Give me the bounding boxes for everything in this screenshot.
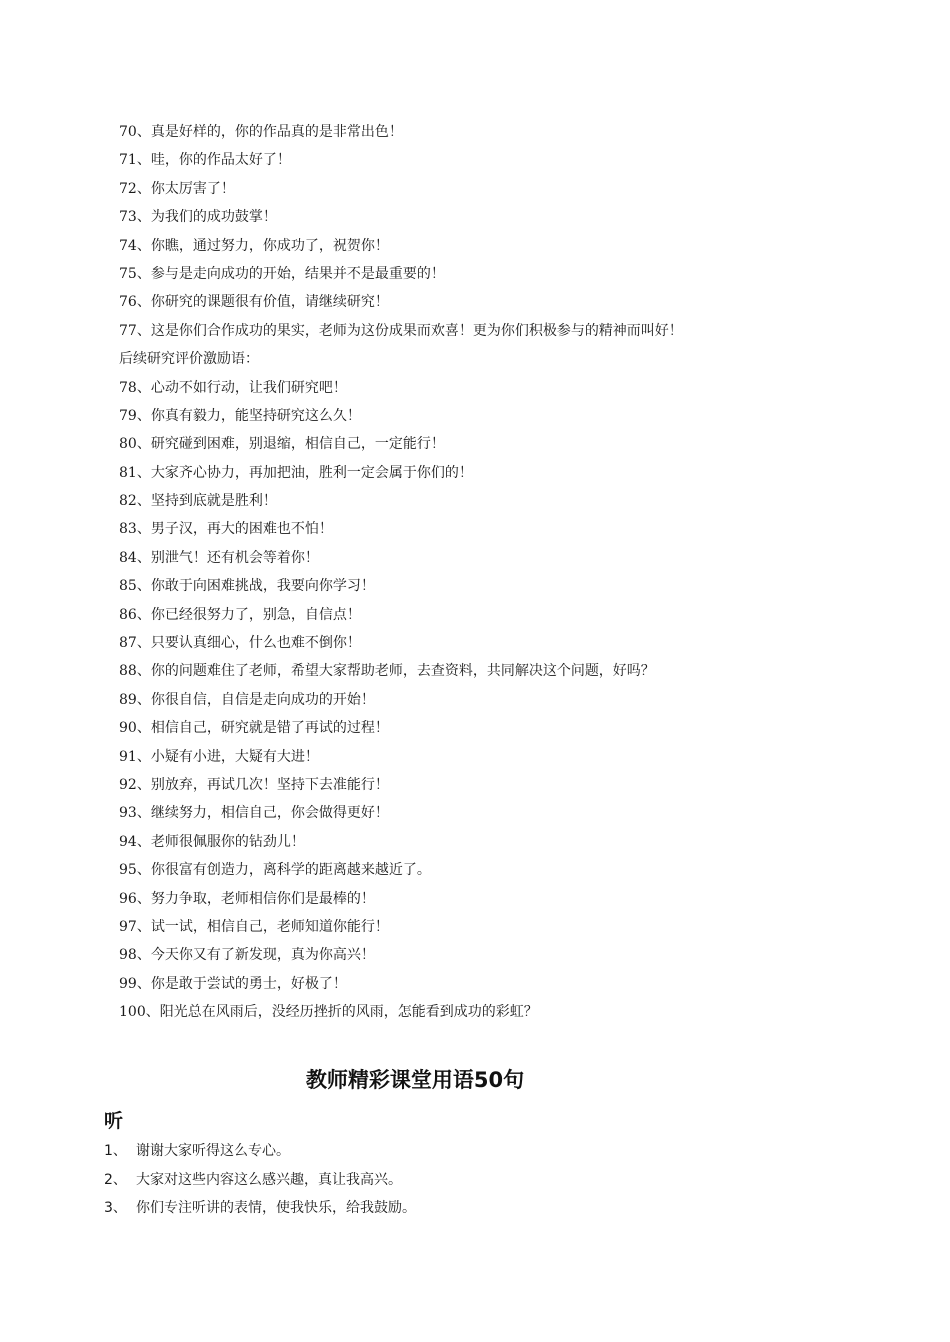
list-line: 90、相信自己，研究就是错了再试的过程！ xyxy=(119,720,389,737)
list-line: 93、继续努力，相信自己，你会做得更好！ xyxy=(119,805,389,822)
item-text: 大家对这些内容这么感兴趣，真让我高兴。 xyxy=(136,1171,402,1188)
encouragement-list xyxy=(119,118,899,1027)
list-line: 96、努力争取，老师相信你们是最棒的！ xyxy=(119,890,375,907)
list-line: 100、阳光总在风雨后，没经历挫折的风雨，怎能看到成功的彩虹？ xyxy=(119,1004,538,1021)
list-line: 87、只要认真细心，什么也难不倒你！ xyxy=(119,635,361,652)
listen-phrase-list xyxy=(104,1137,884,1223)
item-number: 1、 xyxy=(104,1143,127,1159)
list-item xyxy=(104,1166,884,1195)
list-item xyxy=(104,1194,884,1223)
item-text: 谢谢大家听得这么专心。 xyxy=(136,1143,290,1159)
list-item xyxy=(104,1137,884,1166)
list-line: 84、别泄气！还有机会等着你！ xyxy=(119,549,319,566)
list-line: 94、老师很佩服你的钻劲儿！ xyxy=(119,833,305,850)
list-line: 75、参与是走向成功的开始，结果并不是最重要的！ xyxy=(119,265,445,282)
list-line: 82、坚持到底就是胜利！ xyxy=(119,493,277,510)
list-line: 79、你真有毅力，能坚持研究这么久！ xyxy=(119,407,361,424)
list-line: 86、你已经很努力了，别急，自信点！ xyxy=(119,606,361,623)
list-line: 74、你瞧，通过努力，你成功了，祝贺你！ xyxy=(119,237,389,254)
list-line: 85、你敢于向困难挑战，我要向你学习！ xyxy=(119,578,375,595)
list-line: 91、小疑有小进，大疑有大进！ xyxy=(119,748,319,765)
item-number: 2、 xyxy=(104,1171,127,1188)
list-line: 83、男子汉，再大的困难也不怕！ xyxy=(119,521,333,538)
list-line: 77、这是你们合作成功的果实，老师为这份成果而欢喜！更为你们积极参与的精神而叫好！ xyxy=(119,322,683,339)
list-line: 76、你研究的课题很有价值，请继续研究！ xyxy=(119,294,389,311)
list-line: 73、为我们的成功鼓掌！ xyxy=(119,209,277,226)
list-line: 99、你是敢于尝试的勇士，好极了！ xyxy=(119,975,347,992)
list-line: 72、你太厉害了！ xyxy=(119,180,235,197)
list-line: 89、你很自信，自信是走向成功的开始！ xyxy=(119,691,375,708)
list-line: 80、研究碰到困难，别退缩，相信自己，一定能行！ xyxy=(119,436,445,453)
document-title: 教师精彩课堂用语50句 xyxy=(305,1068,525,1092)
item-number: 3、 xyxy=(104,1200,127,1216)
list-line: 78、心动不如行动，让我们研究吧！ xyxy=(119,379,347,396)
item-text: 你们专注听讲的表情，使我快乐，给我鼓励。 xyxy=(136,1200,416,1216)
subheading-line: 后续研究评价激励语： xyxy=(119,351,259,368)
list-line: 92、别放弃，再试几次！坚持下去准能行！ xyxy=(119,776,389,793)
list-line: 70、真是好样的，你的作品真的是非常出色！ xyxy=(119,124,403,140)
list-line: 88、你的问题难住了老师，希望大家帮助老师，去查资料，共同解决这个问题，好吗？ xyxy=(119,663,655,680)
section-heading: 听 xyxy=(104,1110,124,1132)
list-line: 71、哇，你的作品太好了！ xyxy=(119,152,291,169)
list-line: 98、今天你又有了新发现，真为你高兴！ xyxy=(119,947,375,964)
list-line: 95、你很富有创造力，离科学的距离越来越近了。 xyxy=(119,862,431,879)
list-line: 97、试一试，相信自己，老师知道你能行！ xyxy=(119,918,389,935)
list-line: 81、大家齐心协力，再加把油，胜利一定会属于你们的！ xyxy=(119,464,473,481)
